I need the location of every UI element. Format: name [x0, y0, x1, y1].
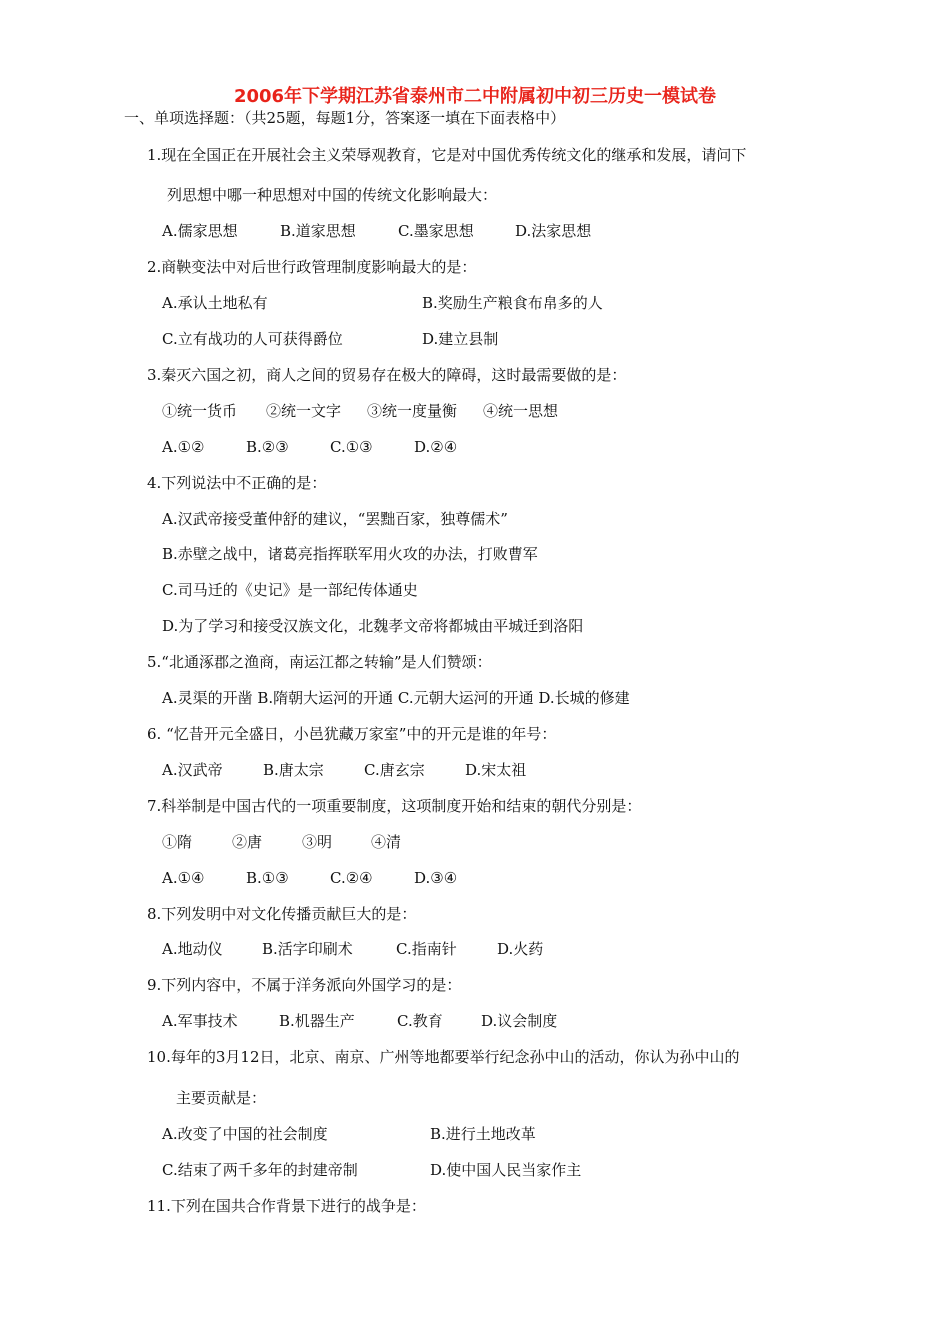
q1-option-b: B.道家思想 [280, 222, 356, 240]
q7-option-d: D.③④ [414, 869, 458, 887]
q10-option-a: A.改变了中国的社会制度 [162, 1125, 328, 1143]
question-3-options [162, 437, 457, 457]
q3-option-c: C.①③ [330, 438, 373, 456]
q3-item-4: ④统一思想 [483, 402, 559, 420]
question-1-stem-cont: 列思想中哪一种思想对中国的传统文化影响最大： [167, 186, 498, 204]
q2-option-b: B.奖励生产粮食布帛多的人 [422, 294, 603, 312]
question-10-stem-cont: 主要贡献是： [176, 1089, 267, 1107]
q3-option-a: A.①② [162, 438, 205, 456]
q6-option-a: A.汉武帝 [162, 761, 223, 779]
q9-option-a: A.军事技术 [162, 1012, 238, 1030]
q3-item-1: ①统一货币 [162, 402, 238, 420]
q7-item-3: ③明 [302, 833, 333, 851]
question-4-stem: 4.下列说法中不正确的是： [147, 474, 327, 492]
q8-option-a: A.地动仪 [162, 940, 223, 958]
q3-option-b: B.②③ [246, 438, 289, 456]
q1-option-a: A.儒家思想 [162, 222, 238, 240]
question-10-stem: 10.每年的3月12日，北京、南京、广州等地都要举行纪念孙中山的活动，你认为孙中山的 [147, 1048, 740, 1066]
q3-item-2: ②统一文字 [266, 402, 342, 420]
q7-item-2: ②唐 [232, 833, 263, 851]
question-3-items [162, 401, 558, 421]
question-1-stem: 1.现在全国正在开展社会主义荣辱观教育，它是对中国优秀传统文化的继承和发展，请问下 [147, 146, 747, 164]
q4-option-d: D.为了学习和接受汉族文化，北魏孝文帝将都城由平城迁到洛阳 [162, 617, 584, 635]
question-11-stem: 11.下列在国共合作背景下进行的战争是： [147, 1197, 426, 1215]
question-3-stem: 3.秦灭六国之初，商人之间的贸易存在极大的障碍，这时最需要做的是： [147, 366, 627, 384]
question-9-stem: 9.下列内容中，不属于洋务派向外国学习的是： [147, 976, 462, 994]
q1-option-d: D.法家思想 [515, 222, 592, 240]
q2-option-a: A.承认土地私有 [162, 294, 268, 312]
question-2-stem: 2.商鞅变法中对后世行政管理制度影响最大的是： [147, 258, 477, 276]
q2-option-d: D.建立县制 [422, 330, 499, 348]
q6-option-b: B.唐太宗 [263, 761, 324, 779]
question-9-options [162, 1011, 557, 1031]
question-6-options [162, 760, 526, 780]
q8-option-b: B.活字印刷术 [262, 940, 353, 958]
question-7-stem: 7.科举制是中国古代的一项重要制度，这项制度开始和结束的朝代分别是： [147, 797, 642, 815]
question-8-options [162, 939, 543, 959]
q4-option-a: A.汉武帝接受董仲舒的建议，“罢黜百家，独尊儒术” [162, 510, 508, 528]
q9-option-b: B.机器生产 [279, 1012, 355, 1030]
q9-option-d: D.议会制度 [481, 1012, 558, 1030]
section-heading: 一、单项选择题：（共25题，每题1分，答案逐一填在下面表格中） [124, 109, 566, 127]
q3-option-d: D.②④ [414, 438, 458, 456]
q3-item-3: ③统一度量衡 [367, 402, 458, 420]
q5-options: A.灵渠的开凿 B.隋朝大运河的开通 C.元朝大运河的开通 D.长城的修建 [162, 689, 630, 707]
q9-option-c: C.教育 [397, 1012, 443, 1030]
q8-option-d: D.火药 [497, 940, 544, 958]
question-6-stem: 6. “忆昔开元全盛日，小邑犹藏万家室”中的开元是谁的年号： [147, 725, 557, 743]
question-7-options [162, 868, 457, 888]
q8-option-c: C.指南针 [396, 940, 457, 958]
page-title: 2006年下学期江苏省泰州市二中附属初中初三历史一模试卷 [233, 86, 717, 107]
q7-option-a: A.①④ [162, 869, 205, 887]
q7-item-1: ①隋 [162, 833, 193, 851]
q7-item-4: ④清 [371, 833, 402, 851]
q10-option-c: C.结束了两千多年的封建帝制 [162, 1161, 358, 1179]
q10-option-d: D.使中国人民当家作主 [430, 1161, 582, 1179]
q1-option-c: C.墨家思想 [398, 222, 474, 240]
question-1-options [162, 221, 591, 241]
q2-option-c: C.立有战功的人可获得爵位 [162, 330, 343, 348]
q6-option-d: D.宋太祖 [465, 761, 527, 779]
question-7-items [162, 832, 401, 852]
q4-option-b: B.赤壁之战中，诸葛亮指挥联军用火攻的办法，打败曹军 [162, 545, 538, 563]
q7-option-c: C.②④ [330, 869, 373, 887]
q6-option-c: C.唐玄宗 [364, 761, 425, 779]
question-5-stem: 5.“北通涿郡之渔商，南运江都之转输”是人们赞颂： [147, 653, 492, 671]
q7-option-b: B.①③ [246, 869, 289, 887]
q4-option-c: C.司马迁的《史记》是一部纪传体通史 [162, 581, 418, 599]
q10-option-b: B.进行土地改革 [430, 1125, 536, 1143]
question-8-stem: 8.下列发明中对文化传播贡献巨大的是： [147, 905, 417, 923]
